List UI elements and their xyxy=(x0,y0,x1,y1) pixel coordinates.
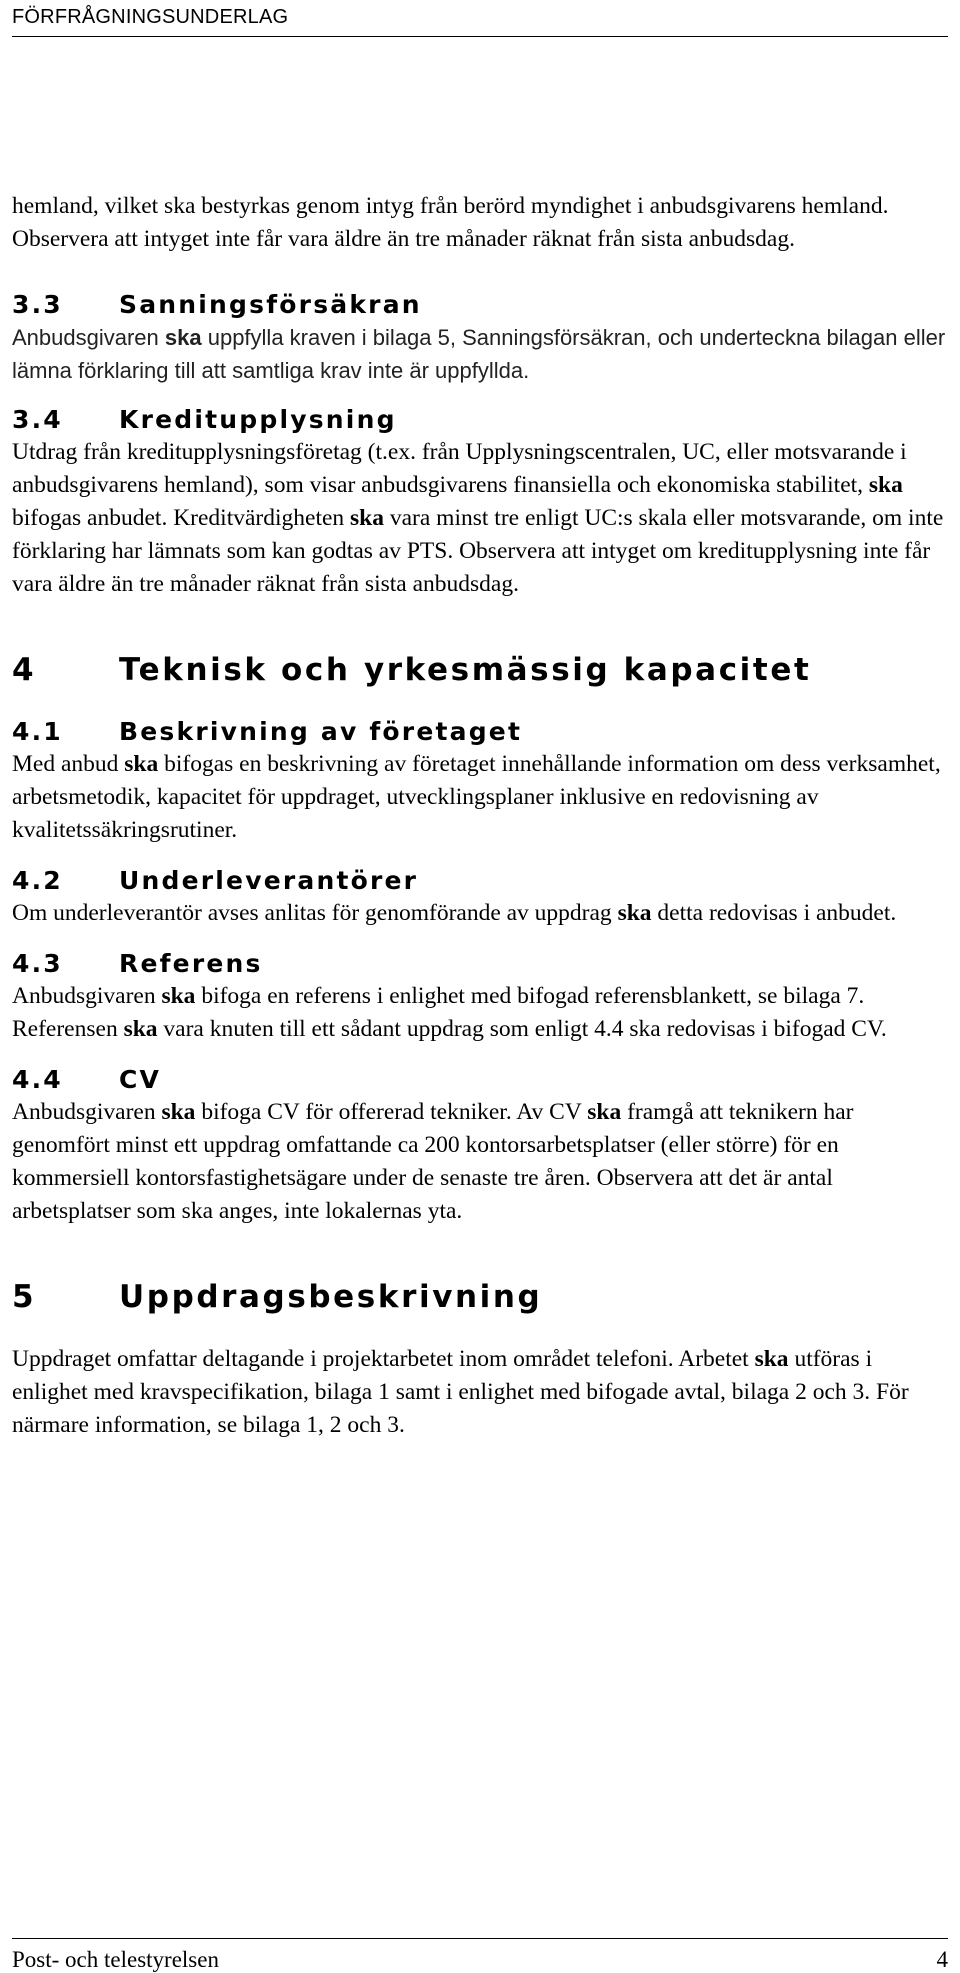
footer-organization: Post- och telestyrelsen xyxy=(12,1947,219,1972)
section-5-title: Uppdragsbeskrivning xyxy=(119,1279,543,1315)
section-4-1-number: 4.1 xyxy=(12,717,63,746)
section-5-emphasis: ska xyxy=(754,1346,789,1372)
intro-paragraph: hemland, vilket ska bestyrkas genom intyg från berörd myndighet i anbudsgivarens hemland. Observera att intyget inte får vara äldre än tre månader räknat från sista anbudsdag. xyxy=(12,193,889,252)
section-4-1-text-1: Med anbud xyxy=(12,751,125,777)
section-4-title: Teknisk och yrkesmässig kapacitet xyxy=(119,652,812,688)
section-3-3-title: Sanningsförsäkran xyxy=(119,290,422,319)
page-number: 4 xyxy=(936,1947,948,1972)
section-3-4-number: 3.4 xyxy=(12,405,63,434)
section-3-4-text-3: vara minst tre enligt UC:s skala eller motsvarande, om inte förklaring har lämnats som kan godtas av PTS. Observera att intyget om kreditupplysning inte får vara äldre än tre månader räknat från sista anbudsdag. xyxy=(12,505,944,597)
section-4-1-emphasis: ska xyxy=(124,751,159,777)
section-4-4-number: 4.4 xyxy=(12,1065,63,1094)
section-3-4-text-2: bifogas anbudet. Kreditvärdigheten xyxy=(12,505,351,531)
section-4-2-text-1: Om underleverantör avses anlitas för genomförande av uppdrag xyxy=(12,900,618,926)
section-3-4-emphasis-1: ska xyxy=(868,472,903,498)
section-3-3-text-1: Anbudsgivaren xyxy=(12,325,165,350)
header-title: FÖRFRÅGNINGSUNDERLAG xyxy=(12,6,289,28)
section-5-heading xyxy=(12,1277,952,1317)
section-4-3-emphasis-1: ska xyxy=(161,983,196,1009)
section-3-4-paragraph xyxy=(12,436,952,601)
section-4-2-number: 4.2 xyxy=(12,866,63,895)
section-3-4-heading xyxy=(12,404,952,436)
section-4-2-paragraph xyxy=(12,897,952,930)
page-header xyxy=(12,2,948,37)
section-4-3-emphasis-2: ska xyxy=(123,1016,158,1042)
section-4-1-title: Beskrivning av företaget xyxy=(119,717,523,746)
section-5-paragraph xyxy=(12,1343,952,1442)
section-4-1-text-2: bifogas en beskrivning av företaget innehållande information om dess verksamhet, arbetsmetodik, kapacitet för uppdraget, utvecklingsplaner inklusive en redovisning av kvalitetssäkringsrutiner. xyxy=(12,751,941,843)
section-4-number: 4 xyxy=(12,652,37,688)
section-4-4-emphasis-2: ska xyxy=(587,1099,622,1125)
section-4-3-paragraph xyxy=(12,980,952,1046)
section-4-3-heading xyxy=(12,948,952,980)
section-4-2-title: Underleverantörer xyxy=(119,866,419,895)
section-4-1-heading xyxy=(12,716,952,748)
section-4-3-text-2: bifoga en referens i enlighet med bifogad referensblankett, se bilaga 7. Referensen xyxy=(12,983,865,1042)
section-4-2-heading xyxy=(12,865,952,897)
section-4-4-text-3: framgå att teknikern har genomfört minst ett uppdrag omfattande ca 200 kontorsarbetsplatser (eller större) för en kommersiell kontorsfastighetsägare under de senaste tre åren. Observera att det är antal arbetsplatser som ska anges, inte lokalernas yta. xyxy=(12,1099,854,1224)
section-4-2-emphasis: ska xyxy=(617,900,652,926)
section-3-4-title: Kreditupplysning xyxy=(119,405,397,434)
section-3-3-heading xyxy=(12,289,952,321)
section-4-3-number: 4.3 xyxy=(12,949,63,978)
section-3-3-text-2: uppfylla kraven i bilaga 5, Sanningsförsäkran, och underteckna bilagan eller lämna förklaring till att samtliga krav inte är uppfyllda. xyxy=(12,325,946,383)
section-4-4-paragraph xyxy=(12,1096,952,1228)
document-body xyxy=(12,190,952,1442)
section-5-text-1: Uppdraget omfattar deltagande i projektarbetet inom området telefoni. Arbetet xyxy=(12,1346,755,1372)
section-5-text-2: utföras i enlighet med kravspecifikation, bilaga 1 samt i enlighet med bifogade avtal, bilaga 2 och 3. För närmare information, se bilaga 1, 2 och 3. xyxy=(12,1346,909,1438)
section-4-4-text-2: bifoga CV för offererad tekniker. Av CV xyxy=(195,1099,588,1125)
section-4-3-text-1: Anbudsgivaren xyxy=(12,983,162,1009)
section-4-3-title: Referens xyxy=(119,949,263,978)
section-4-1-paragraph xyxy=(12,748,952,847)
section-4-4-title: CV xyxy=(119,1065,162,1094)
section-3-4-emphasis-2: ska xyxy=(350,505,384,531)
section-5-number: 5 xyxy=(12,1279,37,1315)
section-4-3-text-3: vara knuten till ett sådant uppdrag som enligt 4.4 ska redovisas i bifogad CV. xyxy=(157,1016,887,1042)
section-4-2-text-2: detta redovisas i anbudet. xyxy=(651,900,897,926)
section-3-3-number: 3.3 xyxy=(12,290,63,319)
section-4-4-heading xyxy=(12,1064,952,1096)
section-4-4-emphasis-1: ska xyxy=(161,1099,196,1125)
section-3-3-paragraph xyxy=(12,321,952,387)
section-4-heading xyxy=(12,650,952,690)
page-footer xyxy=(12,1938,948,1973)
section-4-4-text-1: Anbudsgivaren xyxy=(12,1099,162,1125)
section-3-3-emphasis: ska xyxy=(164,325,202,350)
section-3-4-text-1: Utdrag från kreditupplysningsföretag (t.ex. från Upplysningscentralen, UC, eller motsvarande i anbudsgivarens hemland), som visar anbudsgivarens finansiella och ekonomiska stabilitet, xyxy=(12,439,907,498)
